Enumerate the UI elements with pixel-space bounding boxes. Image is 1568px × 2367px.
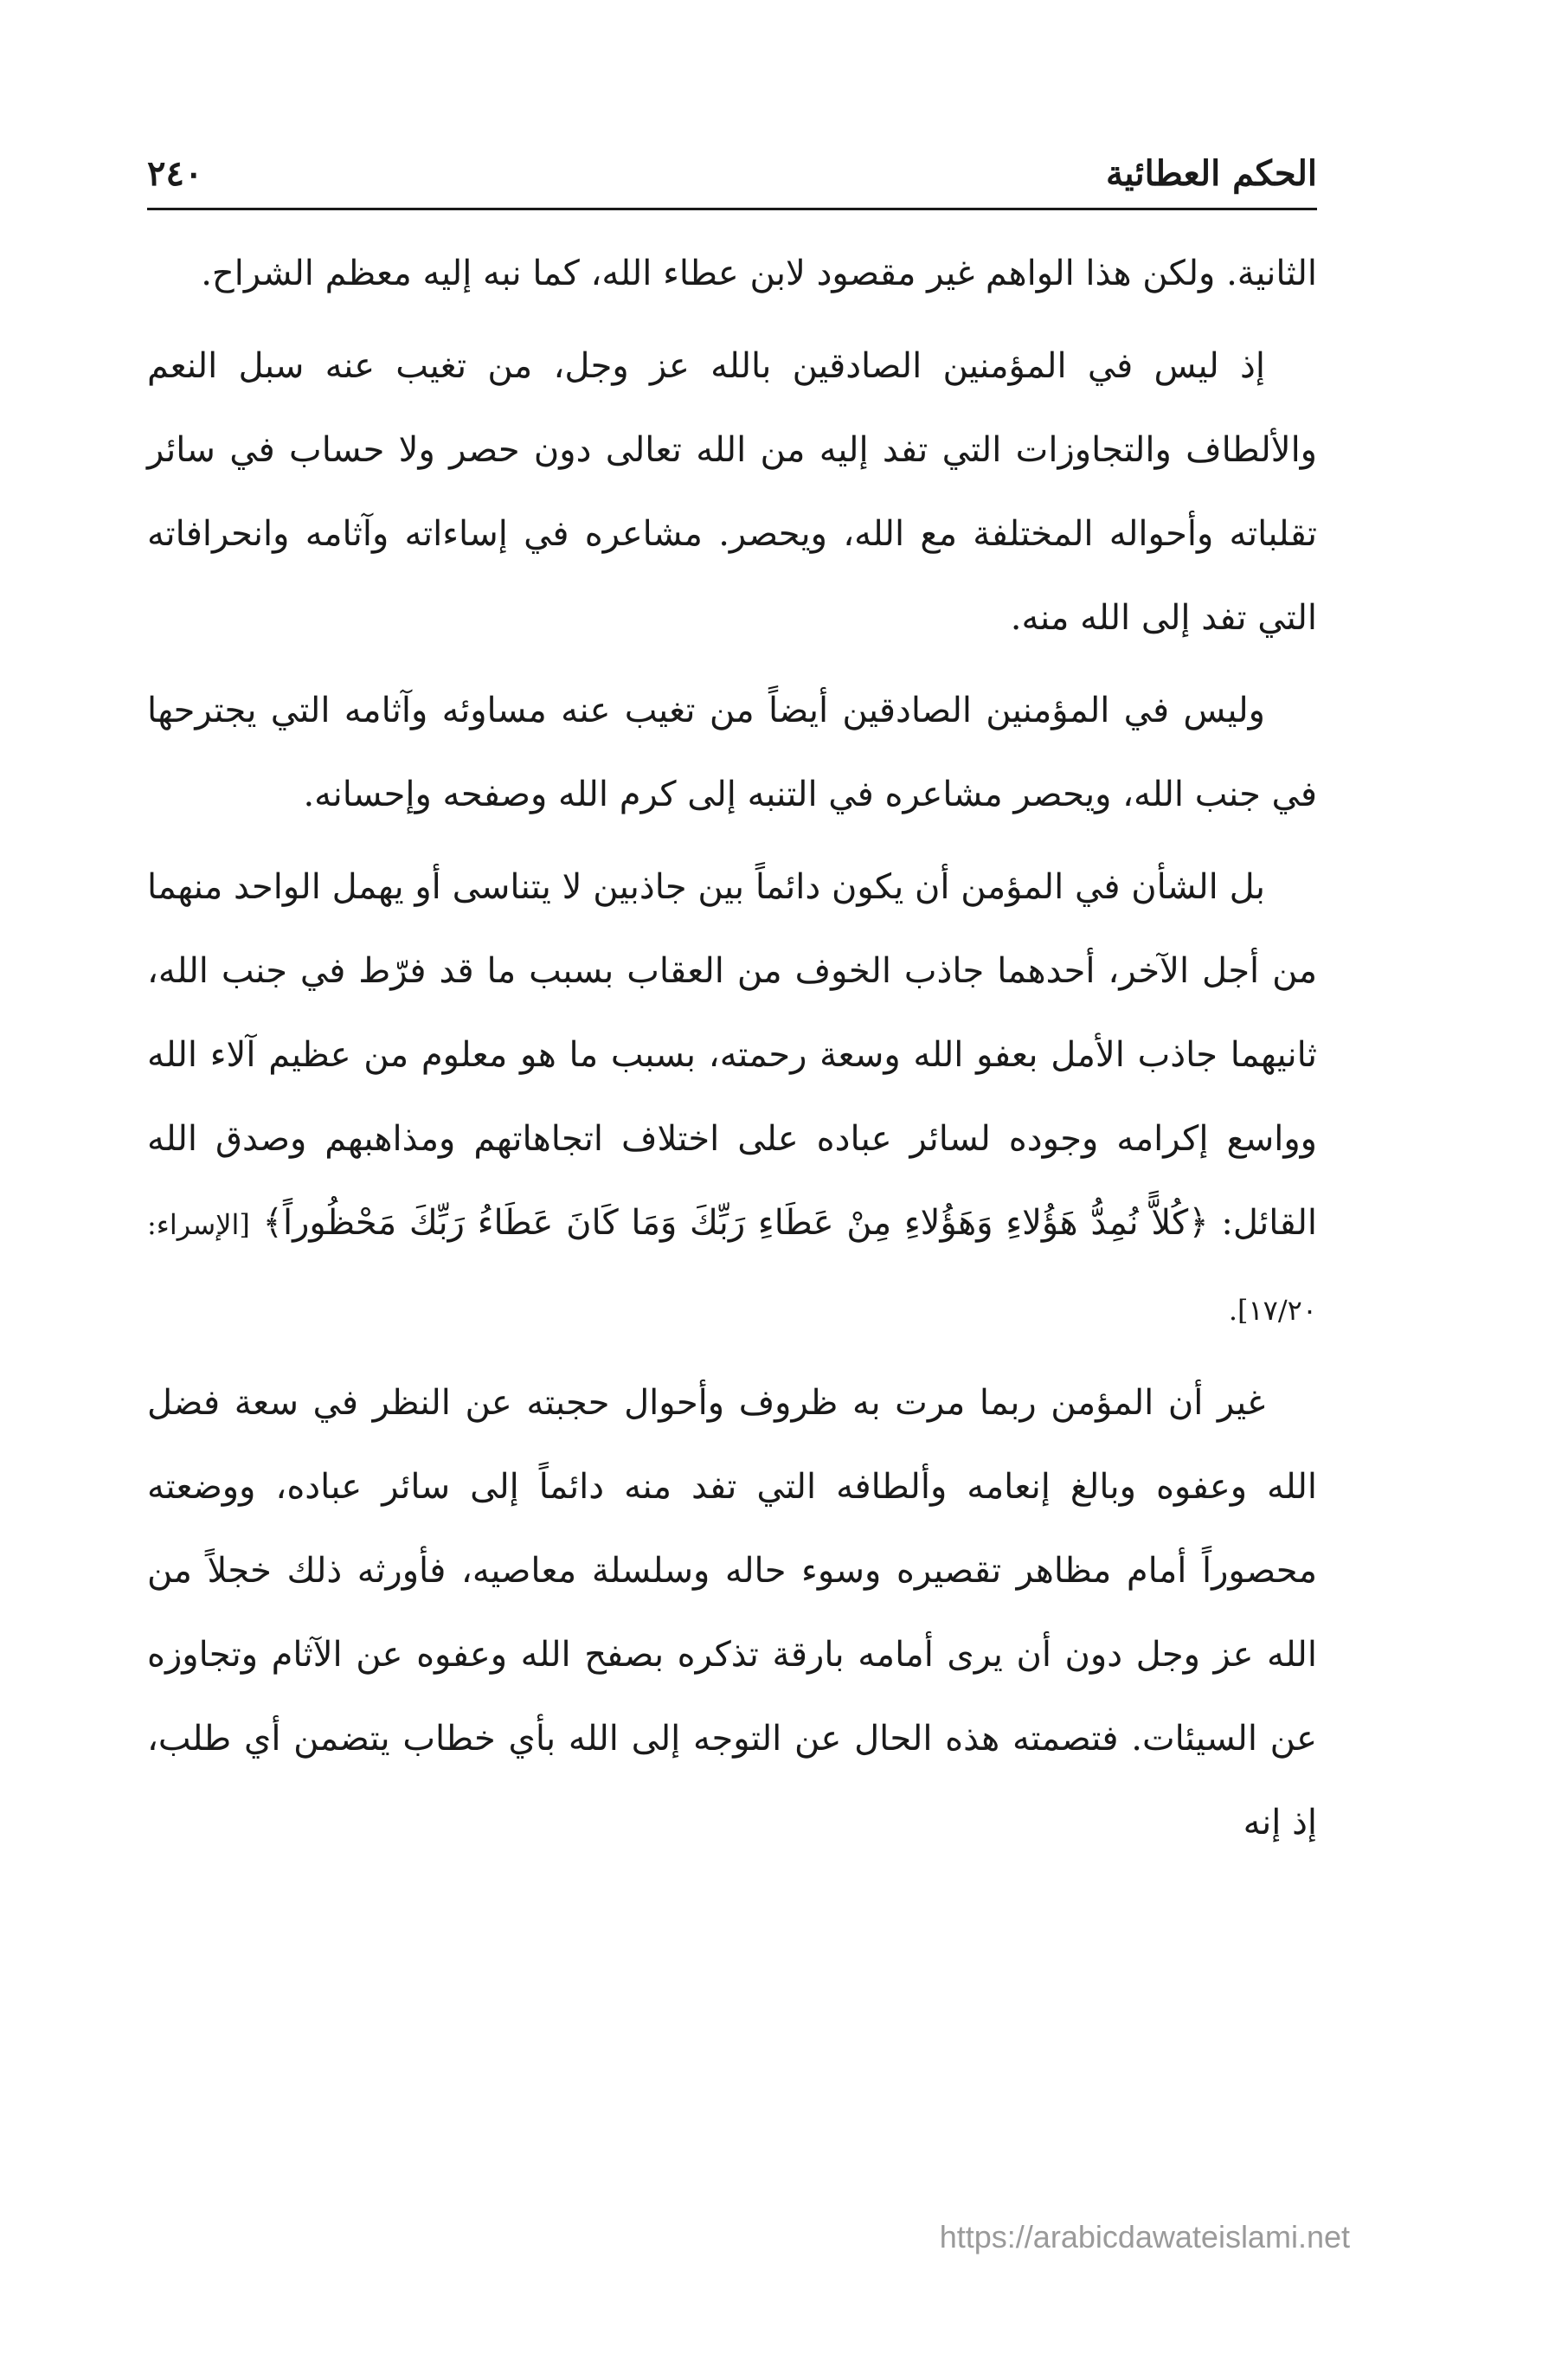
page-header: [147, 145, 1317, 203]
watermark-url: https://arabicdawateislami.net: [939, 2219, 1350, 2254]
paragraph-3: وليس في المؤمنين الصادقين أيضاً من تغيب عنه مساوئه وآثامه التي يجترحها في جنب الله، ويحصر مشاعره في التنبه إلى كرم الله وصفحه وإحسانه.: [147, 691, 1317, 814]
page-number: ٢٤٠: [147, 153, 203, 194]
header-rule: [147, 208, 1317, 210]
paragraph-4: [147, 846, 1317, 1353]
paragraph-2: إذ ليس في المؤمنين الصادقين بالله عز وجل، من تغيب عنه سبل النعم والألطاف والتجاوزات التي تفد إليه من الله تعالى دون حصر ولا حساب في سائر تقلباته وأحواله المختلفة مع الله، ويحصر. مشاعره في إساءاته وآثامه وانحرافاته التي تفد إلى الله منه.: [147, 346, 1318, 638]
paragraph-1: الثانية. ولكن هذا الواهم غير مقصود لابن عطاء الله، كما نبه إليه معظم الشراح.: [201, 254, 1317, 293]
quran-verse: ﴿كُلاًّ نُمِدُّ هَؤُلاءِ وَهَؤُلاءِ مِنْ عَطَاءِ رَبِّكَ وَمَا كَانَ عَطَاءُ رَبِّكَ مَحْظُوراً﴾: [262, 1203, 1209, 1243]
paragraph-5: غير أن المؤمن ربما مرت به ظروف وأحوال حجبته عن النظر في سعة فضل الله وعفوه وبالغ إنعامه وألطافه التي تفد منه دائماً إلى سائر عباده، ووضعته محصوراً أمام مظاهر تقصيره وسوء حاله وسلسلة معاصيه، فأورثه ذلك خجلاً من الله عز وجل دون أن يرى أمامه بارقة تذكره بصفح الله وعفوه عن الآثام وتجاوزه عن السيئات. فتصمته هذه الحال عن التوجه إلى الله بأي خطاب يتضمن أي طلب، إذ إنه: [147, 1383, 1317, 1843]
verse-citation: [الإسراء: ١٧/٢٠].: [147, 1208, 1317, 1327]
paragraph-4-text: بل الشأن في المؤمن أن يكون دائماً بين جاذبين لا يتناسى أو يهمل الواحد منهما من أجل الآخر، أحدهما جاذب الخوف من العقاب بسبب ما قد فرّط في جنب الله، ثانيهما جاذب الأمل بعفو الله وسعة رحمته، بسبب ما هو معلوم من عظيم آلاء الله وواسع إكرامه وجوده لسائر عباده على اختلاف اتجاهاتهم ومذاهبهم وصدق الله القائل:: [147, 867, 1318, 1243]
running-title: الحكم العطائية: [1105, 153, 1317, 194]
page-body: [147, 232, 1317, 2179]
